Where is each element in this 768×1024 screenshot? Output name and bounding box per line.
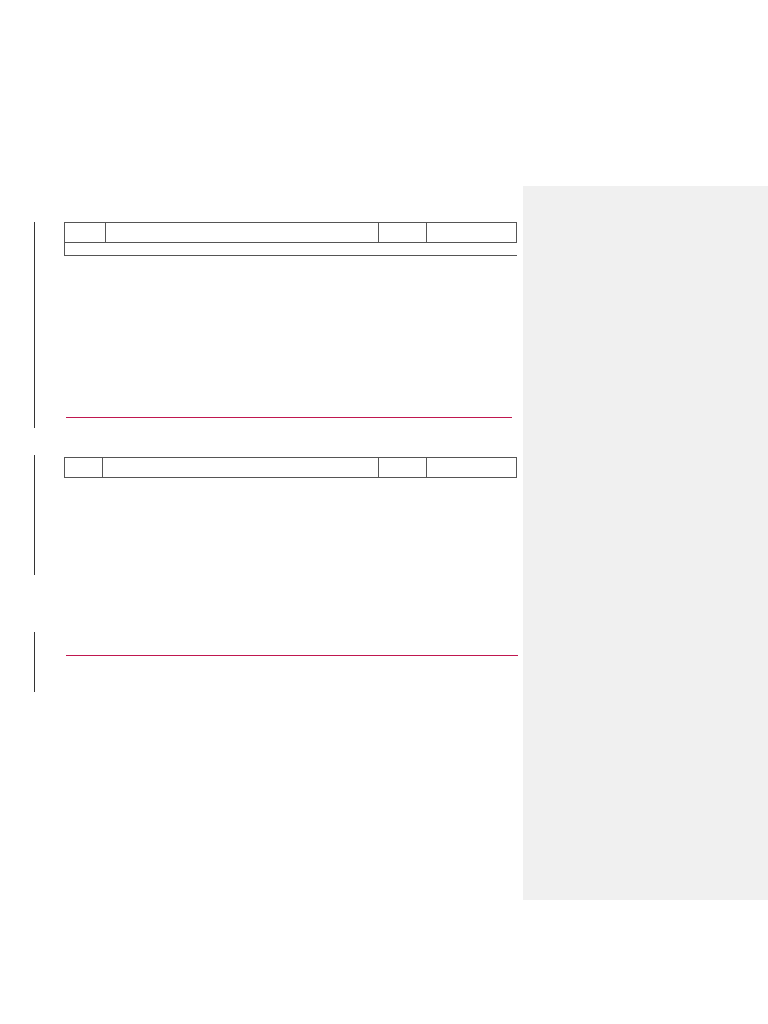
total-value <box>427 243 517 256</box>
client-table <box>64 457 517 478</box>
section-rule <box>66 655 518 656</box>
header-qty <box>379 458 427 478</box>
table-header-row <box>65 223 517 243</box>
header-name <box>106 223 379 243</box>
server-table <box>64 222 517 256</box>
header-no <box>65 458 103 478</box>
markup-pane <box>523 186 768 900</box>
change-bar <box>34 222 35 428</box>
change-bar <box>34 455 35 575</box>
change-bar <box>34 632 35 692</box>
header-qty <box>379 223 427 243</box>
header-price <box>427 223 517 243</box>
total-row <box>65 243 517 256</box>
table-header-row <box>65 458 517 478</box>
total-label <box>65 243 106 256</box>
header-no <box>65 223 106 243</box>
header-price <box>427 458 517 478</box>
heading-underline <box>66 417 512 418</box>
header-name <box>103 458 379 478</box>
